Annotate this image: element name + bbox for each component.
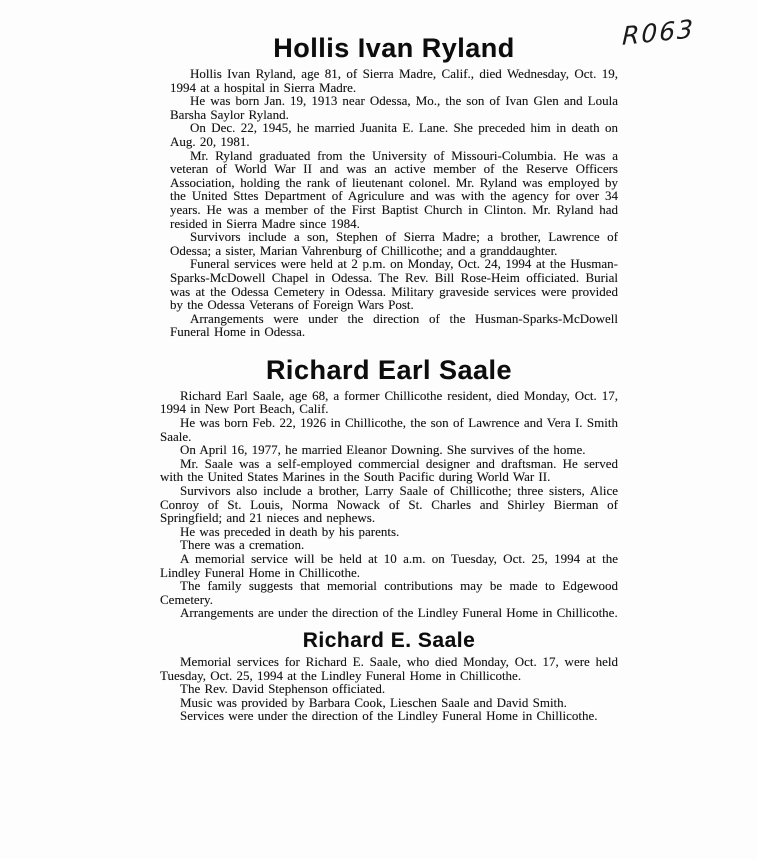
- obituary-paragraph: The family suggests that memorial contributions may be made to Edgewood Cemetery.: [160, 578, 618, 607]
- obituary-paragraph: Survivors also include a brother, Larry Saale of Chillicothe; three sisters, Alice Conroy of St. Louis, Norma Nowack of St. Charles and Shirley Bierman of Springfield; and 21 nieces and nephews.: [160, 483, 618, 526]
- handwritten-annotation: R063: [621, 14, 696, 51]
- obituary-title: Richard Earl Saale: [265, 354, 513, 385]
- obituary-richard-e-saale: [160, 629, 618, 723]
- obituary-paragraph: On April 16, 1977, he married Eleanor Downing. She survives of the home.: [180, 442, 586, 458]
- obituary-paragraph: Richard Earl Saale, age 68, a former Chillicothe resident, died Monday, Oct. 17, 1994 in New Port Beach, Calif.: [160, 387, 618, 417]
- obituary-paragraph: Arrangements are under the direction of the Lindley Funeral Home in Chillicothe.: [180, 605, 618, 621]
- obituary-paragraph: Survivors include a son, Stephen of Sierra Madre; a brother, Lawrence of Odessa; a sister, Marian Vahrenburg of Chillicothe; and a granddaughter.: [170, 229, 618, 258]
- obituary-paragraph: The Rev. David Stephenson officiated.: [180, 681, 386, 697]
- obituary-paragraph: Memorial services for Richard E. Saale, who died Monday, Oct. 17, were held Tuesday, Oct. 25, 1994 at the Lindley Funeral Home in Chillicothe.: [160, 653, 618, 683]
- obituary-paragraph: He was born Feb. 22, 1926 in Chillicothe, the son of Lawrence and Vera I. Smith Saale.: [160, 415, 618, 444]
- obituary-paragraph: A memorial service will be held at 10 a.m. on Tuesday, Oct. 25, 1994 at the Lindley Funeral Home in Chillicothe.: [160, 551, 618, 580]
- obituary-column: [160, 34, 618, 723]
- obituary-paragraph: Music was provided by Barbara Cook, Lieschen Saale and David Smith.: [180, 694, 567, 710]
- obituary-paragraph: There was a cremation.: [180, 537, 305, 553]
- obituary-paragraph: He was preceded in death by his parents.: [180, 523, 400, 539]
- obituary-title: Hollis Ivan Ryland: [273, 33, 515, 63]
- obituary-hollis-ivan-ryland: [160, 34, 618, 339]
- obituary-paragraph: Mr. Saale was a self-employed commercial designer and draftsman. He served with the United States Marines in the South Pacific during World War II.: [160, 455, 618, 485]
- obituary-title: Richard E. Saale: [302, 628, 476, 652]
- obituary-paragraph: On Dec. 22, 1945, he married Juanita E. Lane. She preceded him in death on Aug. 20, 1981.: [170, 120, 618, 149]
- obituary-paragraph: Funeral services were held at 2 p.m. on Monday, Oct. 24, 1994 at the Husman-Sparks-McDowell Chapel in Odessa. The Rev. Bill Rose-Heim officiated. Burial was at the Odessa Cemetery in Odessa. Military graveside services were provided by the Odessa Veterans of Foreign Wars Post.: [170, 256, 618, 313]
- obituary-paragraph: He was born Jan. 19, 1913 near Odessa, Mo., the son of Ivan Glen and Loula Barsha Saylor Ryland.: [170, 93, 618, 122]
- obituary-richard-earl-saale: [160, 356, 618, 620]
- obituary-paragraph: Services were under the direction of the Lindley Funeral Home in Chillicothe.: [180, 708, 598, 724]
- obituary-paragraph: Mr. Ryland graduated from the University of Missouri-Columbia. He was a veteran of World War II and was an active member of the Reserve Officers Association, holding the rank of lieutenant colonel. Mr. Ryland was employed by the United Sttes Department of Agriculure and was with the agency for over 34 years. He was a member of the First Baptist Church in Clinton. Mr. Ryland had resided in Sierra Madre since 1984.: [170, 147, 618, 231]
- obituary-paragraph: Hollis Ivan Ryland, age 81, of Sierra Madre, Calif., died Wednesday, Oct. 19, 1994 at a hospital in Sierra Madre.: [170, 66, 618, 95]
- obituary-paragraph: Arrangements were under the direction of the Husman-Sparks-McDowell Funeral Home in Odessa.: [170, 310, 618, 340]
